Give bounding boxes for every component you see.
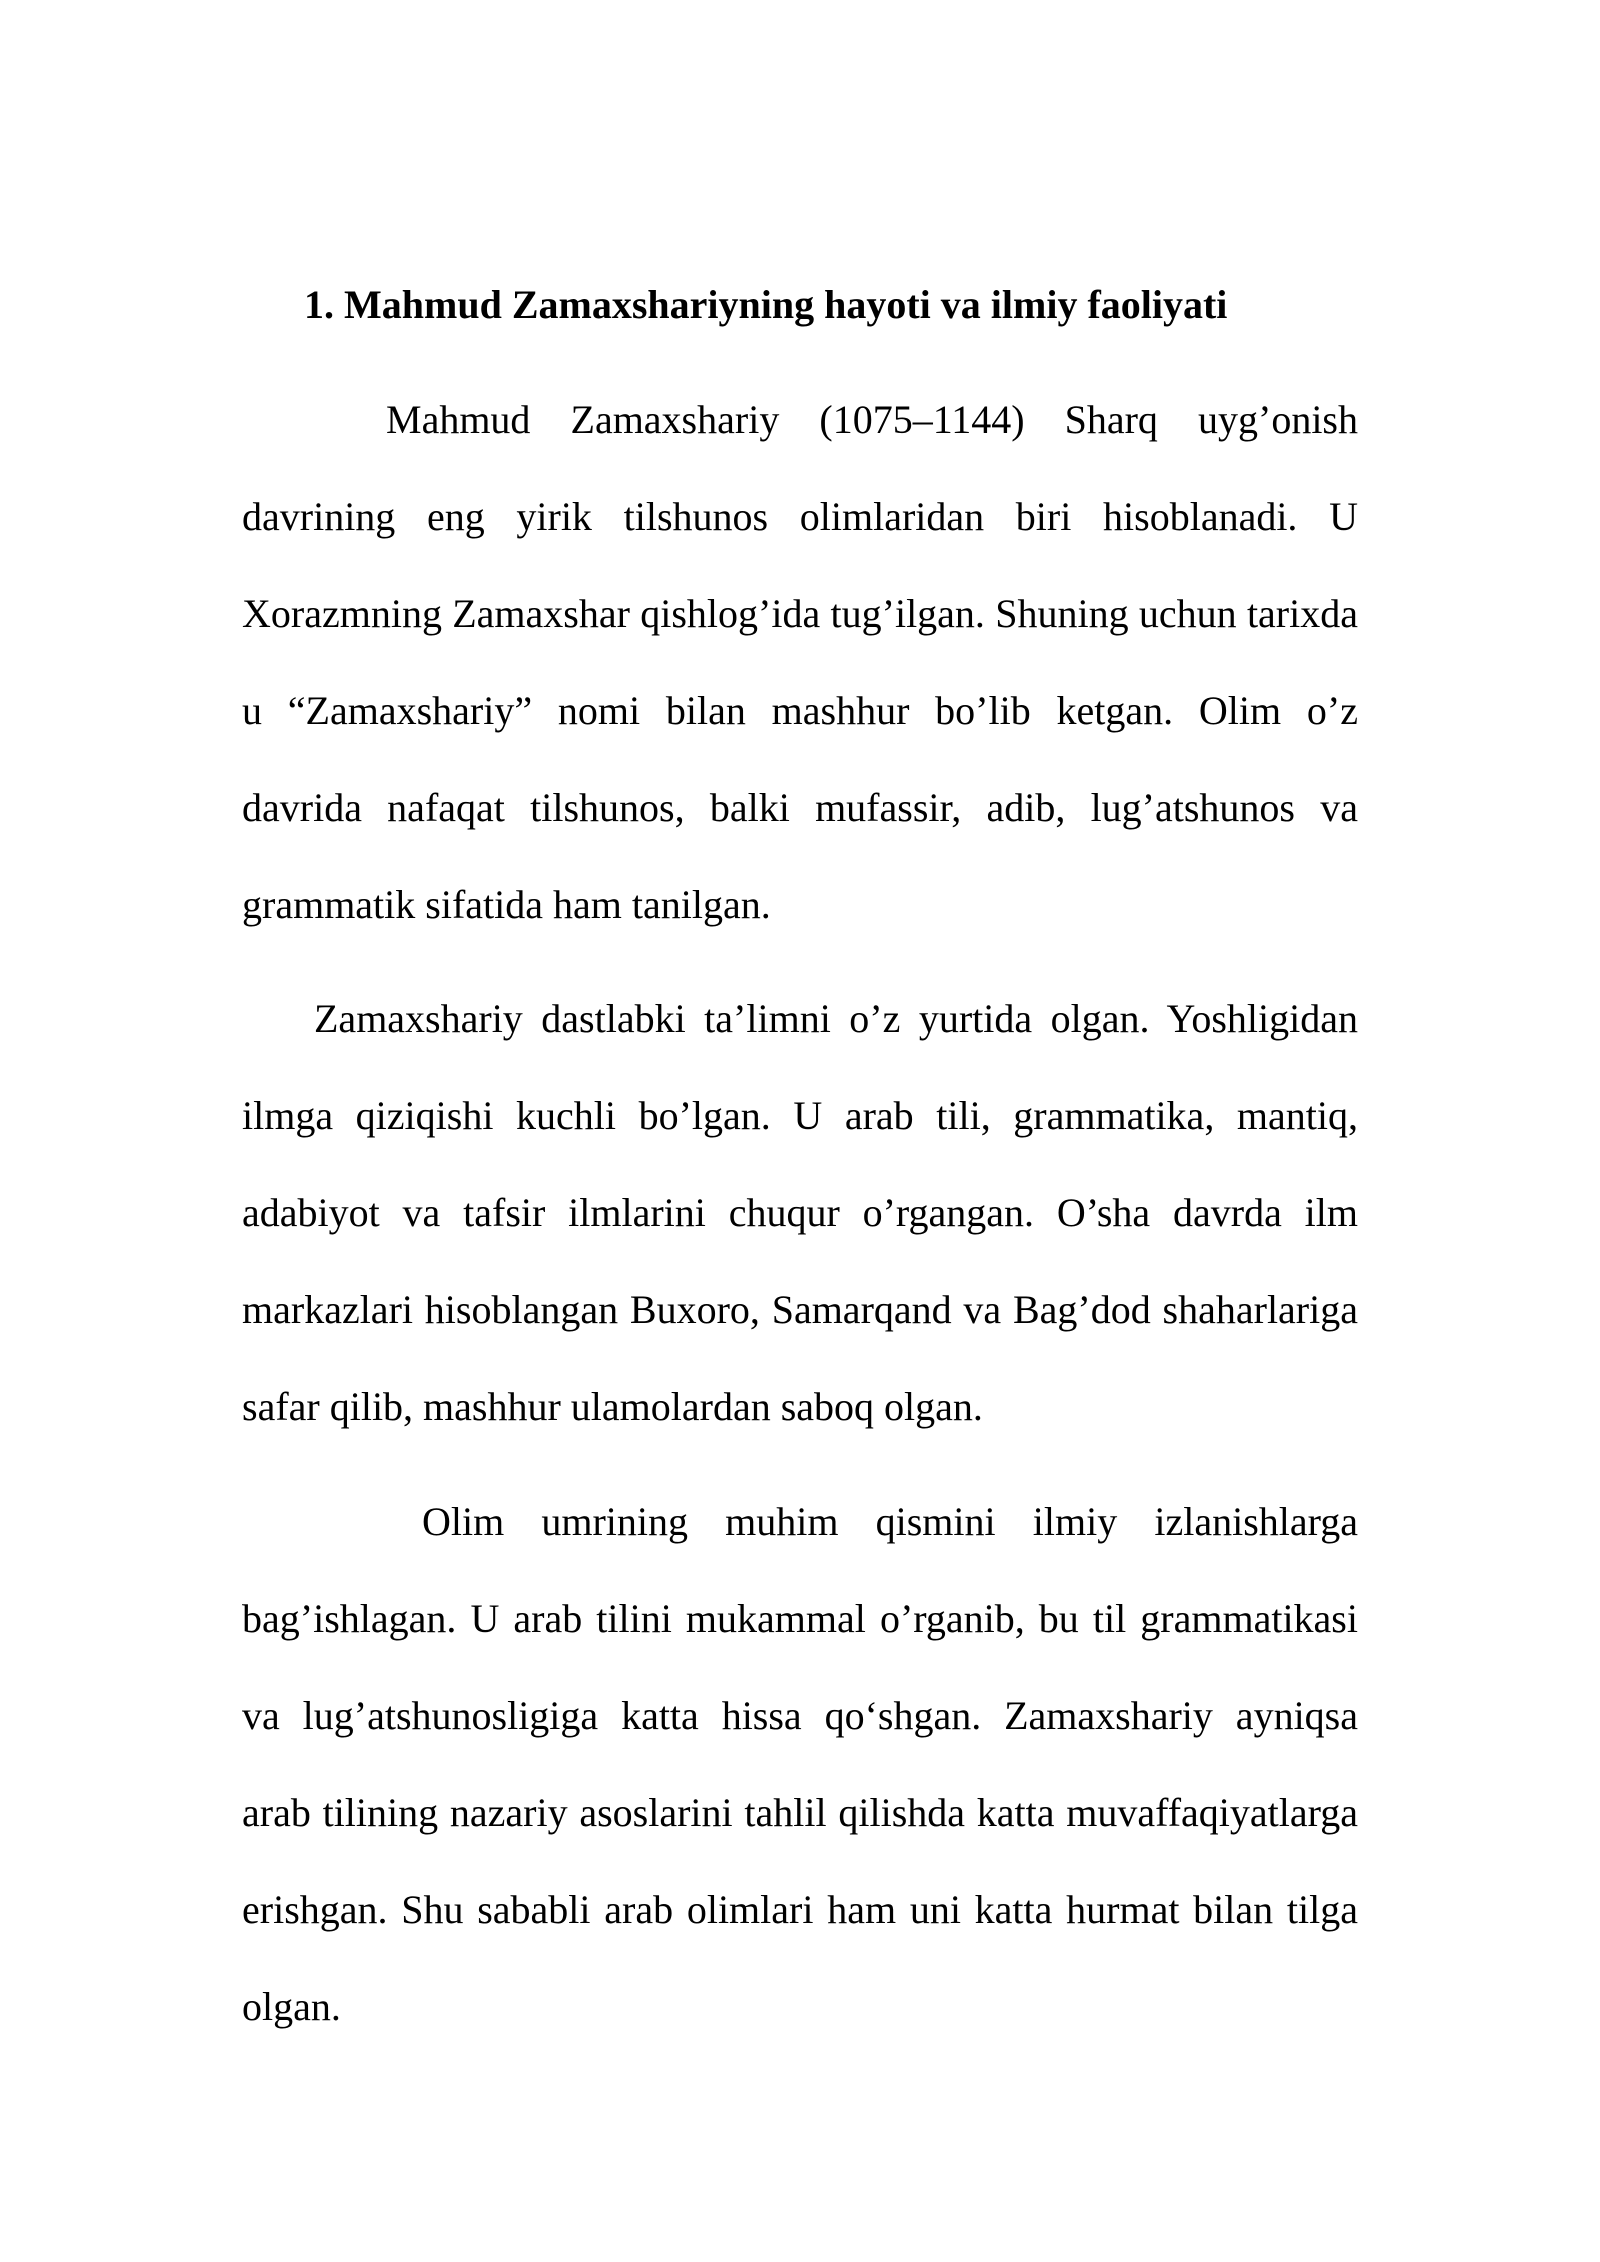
- paragraph-2: [242, 970, 1358, 1455]
- paragraph-2-text: Zamaxshariy dastlabki ta’limni o’z yurtida olgan. Yoshligidan ilmga qiziqishi kuchli bo’lgan. U arab tili, grammatika, mantiq, adabiyot va tafsir ilmlarini chuqur o’rgangan. O’sha davrda ilm markazlari hisoblangan Buxoro, Samarqand va Bag’dod shaharlariga safar qilib, mashhur ulamolardan saboq olgan.: [242, 996, 1358, 1429]
- section-heading: [242, 276, 1402, 334]
- paragraph-3: [242, 1473, 1358, 2055]
- paragraph-3-text: Olim umrining muhim qismini ilmiy izlanishlarga bag’ishlagan. U arab tilini mukammal o’rganib, bu til grammatikasi va lug’atshunosligiga katta hissa qo‘shgan. Zamaxshariy ayniqsa arab tilining nazariy asoslarini tahlil qilishda katta muvaffaqiyatlarga erishgan. Shu sababli arab olimlari ham uni katta hurmat bilan tilga olgan.: [242, 1499, 1358, 2029]
- section-heading-text: 1. Mahmud Zamaxshariyning hayoti va ilmiy faoliyati: [304, 282, 1228, 327]
- paragraph-1: [242, 371, 1358, 953]
- paragraph-1-text: Mahmud Zamaxshariy (1075–1144) Sharq uyg’onish davrining eng yirik tilshunos olimlaridan biri hisoblanadi. U Xorazmning Zamaxshar qishlog’ida tug’ilgan. Shuning uchun tarixda u “Zamaxshariy” nomi bilan mashhur bo’lib ketgan. Olim o’z davrida nafaqat tilshunos, balki mufassir, adib, lug’atshunos va grammatik sifatida ham tanilgan.: [242, 397, 1358, 927]
